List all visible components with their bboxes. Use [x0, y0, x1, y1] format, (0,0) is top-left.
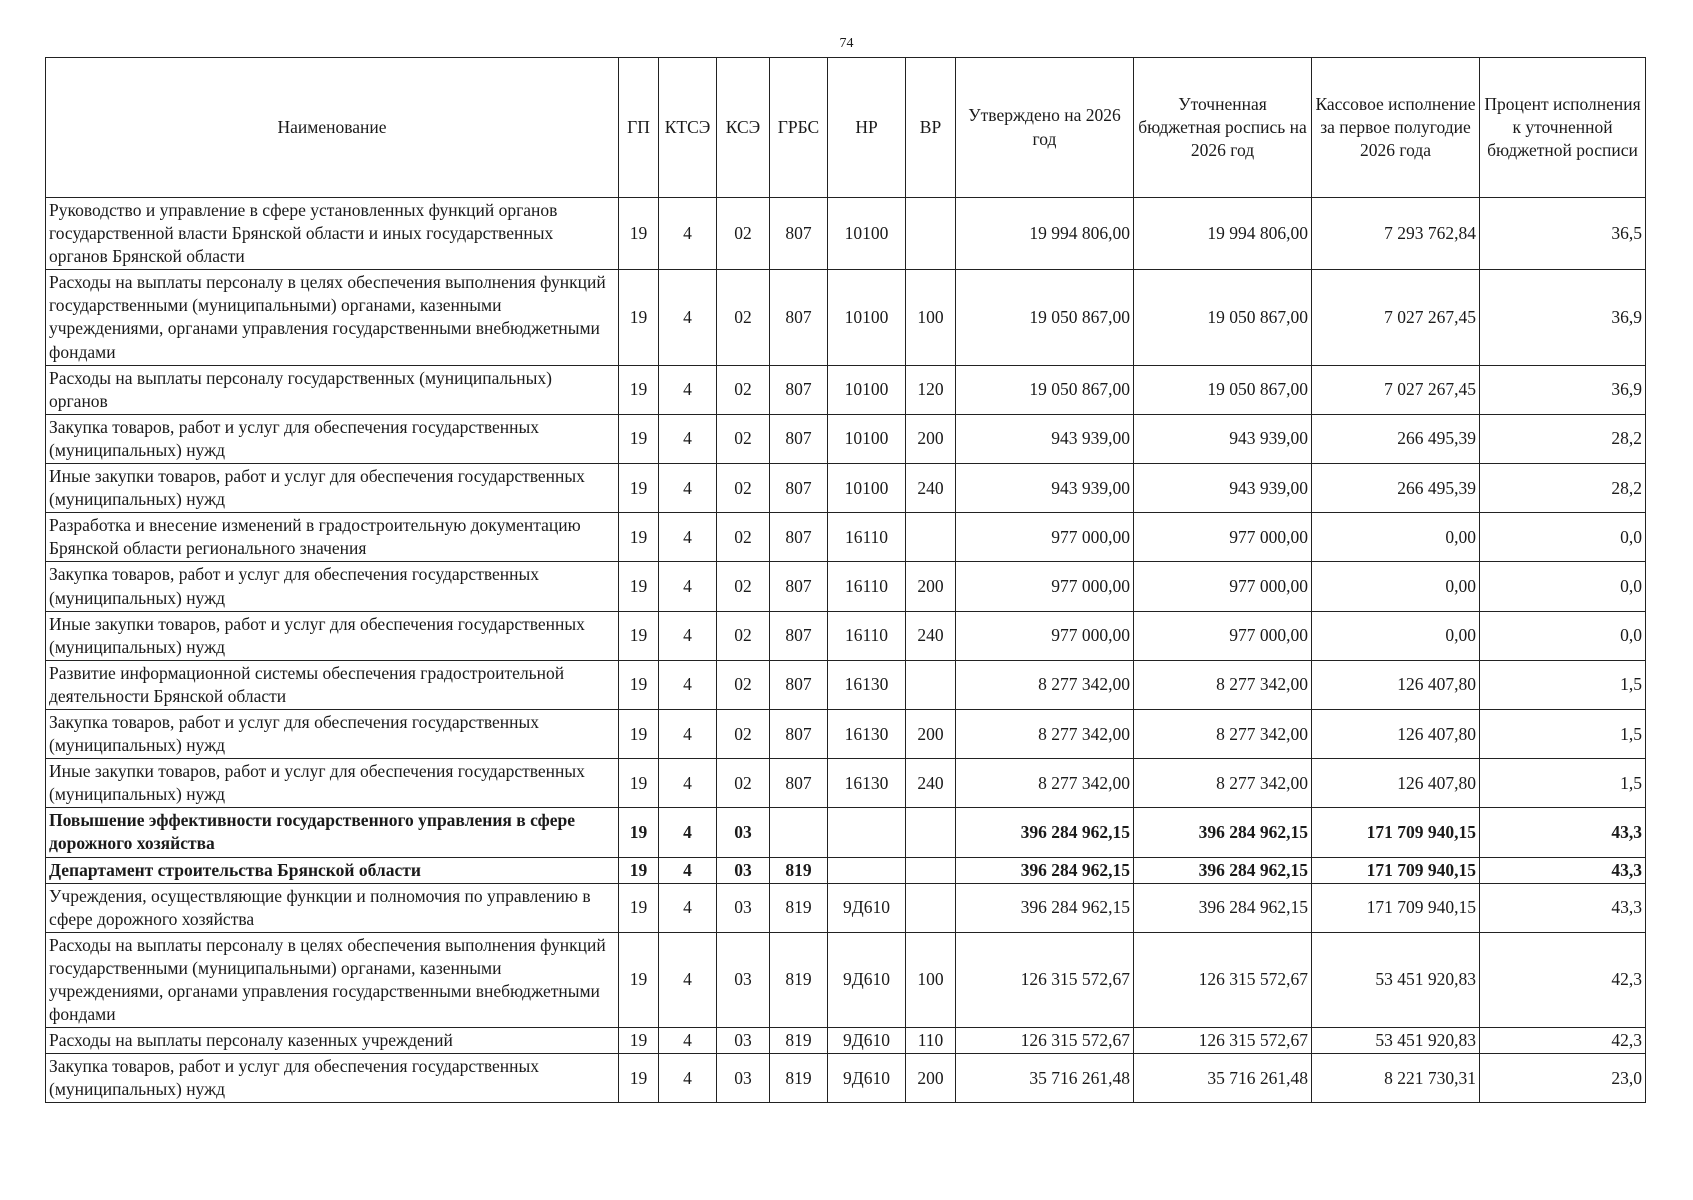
- cell-vr: [906, 198, 956, 270]
- cell-grbs: 807: [770, 562, 828, 611]
- cell-ktse: 4: [659, 270, 717, 365]
- cell-gp: 19: [619, 857, 659, 883]
- cell-name: Разработка и внесение изменений в градостроительную документацию Брянской области регионального значения: [46, 513, 619, 562]
- cell-percent: 43,3: [1480, 883, 1646, 932]
- cell-refined: 396 284 962,15: [1134, 808, 1312, 857]
- cell-nr: 10100: [828, 365, 906, 414]
- cell-ktse: 4: [659, 932, 717, 1027]
- cell-refined: 943 939,00: [1134, 464, 1312, 513]
- cell-cash: 126 407,80: [1312, 709, 1480, 758]
- cell-grbs: 807: [770, 611, 828, 660]
- cell-cash: 53 451 920,83: [1312, 1028, 1480, 1054]
- cell-refined: 977 000,00: [1134, 611, 1312, 660]
- table-row: [46, 414, 1646, 463]
- cell-ktse: 4: [659, 562, 717, 611]
- cell-nr: 10100: [828, 464, 906, 513]
- cell-percent: 0,0: [1480, 562, 1646, 611]
- cell-cash: 7 027 267,45: [1312, 365, 1480, 414]
- cell-vr: 200: [906, 562, 956, 611]
- cell-ktse: 4: [659, 513, 717, 562]
- table-row: [46, 759, 1646, 808]
- cell-vr: 120: [906, 365, 956, 414]
- cell-refined: 8 277 342,00: [1134, 759, 1312, 808]
- cell-approved: 19 994 806,00: [956, 198, 1134, 270]
- cell-approved: 8 277 342,00: [956, 709, 1134, 758]
- cell-ktse: 4: [659, 857, 717, 883]
- cell-grbs: 819: [770, 932, 828, 1027]
- cell-name: Закупка товаров, работ и услуг для обеспечения государственных (муниципальных) нужд: [46, 709, 619, 758]
- cell-refined: 943 939,00: [1134, 414, 1312, 463]
- cell-approved: 126 315 572,67: [956, 1028, 1134, 1054]
- cell-nr: 9Д610: [828, 932, 906, 1027]
- cell-approved: 19 050 867,00: [956, 365, 1134, 414]
- cell-percent: 42,3: [1480, 932, 1646, 1027]
- cell-gp: 19: [619, 464, 659, 513]
- cell-refined: 19 050 867,00: [1134, 270, 1312, 365]
- cell-cash: 0,00: [1312, 513, 1480, 562]
- cell-grbs: 807: [770, 365, 828, 414]
- cell-gp: 19: [619, 883, 659, 932]
- cell-gp: 19: [619, 709, 659, 758]
- budget-table: [45, 57, 1646, 1103]
- cell-grbs: 807: [770, 513, 828, 562]
- cell-refined: 126 315 572,67: [1134, 1028, 1312, 1054]
- header-row: [46, 58, 1646, 198]
- header-vr: ВР: [906, 58, 956, 198]
- cell-refined: 19 994 806,00: [1134, 198, 1312, 270]
- cell-gp: 19: [619, 562, 659, 611]
- cell-vr: 110: [906, 1028, 956, 1054]
- cell-gp: 19: [619, 660, 659, 709]
- cell-name: Закупка товаров, работ и услуг для обеспечения государственных (муниципальных) нужд: [46, 562, 619, 611]
- page-number: 74: [839, 36, 854, 51]
- cell-kse: 03: [717, 1054, 770, 1103]
- cell-kse: 03: [717, 857, 770, 883]
- header-grbs: ГРБС: [770, 58, 828, 198]
- table-row: [46, 562, 1646, 611]
- cell-percent: 28,2: [1480, 414, 1646, 463]
- cell-name: Расходы на выплаты персоналу в целях обеспечения выполнения функций государственными (муниципальными) органами, казенными учреждениями, органами управления государственными внебюджетными фондами: [46, 932, 619, 1027]
- cell-grbs: 819: [770, 1054, 828, 1103]
- cell-name: Иные закупки товаров, работ и услуг для обеспечения государственных (муниципальных) нужд: [46, 611, 619, 660]
- cell-percent: 1,5: [1480, 759, 1646, 808]
- cell-approved: 943 939,00: [956, 464, 1134, 513]
- cell-vr: [906, 883, 956, 932]
- cell-ktse: 4: [659, 709, 717, 758]
- cell-gp: 19: [619, 1054, 659, 1103]
- header-cash: Кассовое исполнение за первое полугодие 2026 года: [1312, 58, 1480, 198]
- cell-percent: 28,2: [1480, 464, 1646, 513]
- cell-name: Руководство и управление в сфере установленных функций органов государственной власти Брянской области и иных государственных органов Брянской области: [46, 198, 619, 270]
- cell-name: Расходы на выплаты персоналу в целях обеспечения выполнения функций государственными (муниципальными) органами, казенными учреждениями, органами управления государственными внебюджетными фондами: [46, 270, 619, 365]
- table-row: [46, 660, 1646, 709]
- cell-kse: 02: [717, 660, 770, 709]
- cell-percent: 36,9: [1480, 270, 1646, 365]
- header-gp: ГП: [619, 58, 659, 198]
- cell-approved: 977 000,00: [956, 562, 1134, 611]
- cell-kse: 02: [717, 611, 770, 660]
- cell-kse: 03: [717, 883, 770, 932]
- cell-grbs: [770, 808, 828, 857]
- cell-ktse: 4: [659, 660, 717, 709]
- cell-name: Иные закупки товаров, работ и услуг для обеспечения государственных (муниципальных) нужд: [46, 759, 619, 808]
- header-refined: Уточненная бюджетная роспись на 2026 год: [1134, 58, 1312, 198]
- cell-cash: 126 407,80: [1312, 759, 1480, 808]
- cell-vr: [906, 808, 956, 857]
- cell-nr: 9Д610: [828, 1028, 906, 1054]
- table-row: [46, 513, 1646, 562]
- cell-nr: 16110: [828, 562, 906, 611]
- table-row: [46, 365, 1646, 414]
- cell-refined: 126 315 572,67: [1134, 932, 1312, 1027]
- cell-ktse: 4: [659, 365, 717, 414]
- cell-kse: 03: [717, 932, 770, 1027]
- cell-name: Иные закупки товаров, работ и услуг для обеспечения государственных (муниципальных) нужд: [46, 464, 619, 513]
- cell-nr: 9Д610: [828, 883, 906, 932]
- cell-cash: 266 495,39: [1312, 414, 1480, 463]
- cell-kse: 02: [717, 414, 770, 463]
- cell-ktse: 4: [659, 1054, 717, 1103]
- cell-cash: 171 709 940,15: [1312, 857, 1480, 883]
- cell-ktse: 4: [659, 464, 717, 513]
- cell-approved: 396 284 962,15: [956, 808, 1134, 857]
- cell-approved: 19 050 867,00: [956, 270, 1134, 365]
- cell-name: Департамент строительства Брянской области: [46, 857, 619, 883]
- cell-grbs: 807: [770, 464, 828, 513]
- cell-vr: [906, 660, 956, 709]
- cell-nr: [828, 857, 906, 883]
- cell-nr: 16130: [828, 660, 906, 709]
- table-body: [46, 198, 1646, 1103]
- cell-gp: 19: [619, 611, 659, 660]
- cell-vr: 240: [906, 759, 956, 808]
- cell-vr: 100: [906, 270, 956, 365]
- cell-percent: 0,0: [1480, 611, 1646, 660]
- cell-name: Повышение эффективности государственного управления в сфере дорожного хозяйства: [46, 808, 619, 857]
- cell-gp: 19: [619, 808, 659, 857]
- cell-grbs: 819: [770, 1028, 828, 1054]
- cell-percent: 0,0: [1480, 513, 1646, 562]
- cell-cash: 171 709 940,15: [1312, 808, 1480, 857]
- table-row: [46, 857, 1646, 883]
- cell-vr: 200: [906, 1054, 956, 1103]
- cell-kse: 02: [717, 709, 770, 758]
- cell-name: Расходы на выплаты персоналу государственных (муниципальных) органов: [46, 365, 619, 414]
- cell-cash: 7 293 762,84: [1312, 198, 1480, 270]
- cell-grbs: 807: [770, 270, 828, 365]
- cell-percent: 42,3: [1480, 1028, 1646, 1054]
- cell-percent: 36,9: [1480, 365, 1646, 414]
- cell-approved: 126 315 572,67: [956, 932, 1134, 1027]
- cell-kse: 02: [717, 365, 770, 414]
- cell-ktse: 4: [659, 611, 717, 660]
- cell-refined: 396 284 962,15: [1134, 857, 1312, 883]
- cell-grbs: 807: [770, 759, 828, 808]
- header-percent: Процент исполнения к уточненной бюджетной росписи: [1480, 58, 1646, 198]
- cell-percent: 1,5: [1480, 709, 1646, 758]
- cell-approved: 396 284 962,15: [956, 857, 1134, 883]
- cell-nr: [828, 808, 906, 857]
- cell-kse: 02: [717, 464, 770, 513]
- cell-vr: 200: [906, 414, 956, 463]
- table-row: [46, 883, 1646, 932]
- cell-cash: 53 451 920,83: [1312, 932, 1480, 1027]
- cell-percent: 43,3: [1480, 808, 1646, 857]
- header-kse: КСЭ: [717, 58, 770, 198]
- table-row: [46, 270, 1646, 365]
- cell-nr: 9Д610: [828, 1054, 906, 1103]
- cell-approved: 977 000,00: [956, 513, 1134, 562]
- cell-ktse: 4: [659, 759, 717, 808]
- cell-approved: 8 277 342,00: [956, 759, 1134, 808]
- cell-gp: 19: [619, 414, 659, 463]
- cell-gp: 19: [619, 198, 659, 270]
- cell-vr: 100: [906, 932, 956, 1027]
- cell-refined: 396 284 962,15: [1134, 883, 1312, 932]
- cell-refined: 8 277 342,00: [1134, 660, 1312, 709]
- table-row: [46, 1054, 1646, 1103]
- cell-kse: 02: [717, 759, 770, 808]
- cell-nr: 16130: [828, 759, 906, 808]
- cell-refined: 977 000,00: [1134, 562, 1312, 611]
- cell-cash: 171 709 940,15: [1312, 883, 1480, 932]
- cell-approved: 943 939,00: [956, 414, 1134, 463]
- cell-approved: 396 284 962,15: [956, 883, 1134, 932]
- table-row: [46, 808, 1646, 857]
- cell-vr: [906, 857, 956, 883]
- cell-name: Закупка товаров, работ и услуг для обеспечения государственных (муниципальных) нужд: [46, 1054, 619, 1103]
- table-row: [46, 464, 1646, 513]
- cell-kse: 02: [717, 562, 770, 611]
- cell-grbs: 819: [770, 857, 828, 883]
- table-row: [46, 611, 1646, 660]
- cell-gp: 19: [619, 270, 659, 365]
- cell-vr: 200: [906, 709, 956, 758]
- cell-percent: 23,0: [1480, 1054, 1646, 1103]
- cell-ktse: 4: [659, 198, 717, 270]
- cell-percent: 1,5: [1480, 660, 1646, 709]
- cell-cash: 0,00: [1312, 562, 1480, 611]
- cell-cash: 8 221 730,31: [1312, 1054, 1480, 1103]
- cell-approved: 35 716 261,48: [956, 1054, 1134, 1103]
- cell-name: Закупка товаров, работ и услуг для обеспечения государственных (муниципальных) нужд: [46, 414, 619, 463]
- cell-gp: 19: [619, 513, 659, 562]
- cell-nr: 10100: [828, 270, 906, 365]
- header-nr: НР: [828, 58, 906, 198]
- cell-cash: 0,00: [1312, 611, 1480, 660]
- cell-vr: 240: [906, 611, 956, 660]
- table-row: [46, 1028, 1646, 1054]
- cell-cash: 7 027 267,45: [1312, 270, 1480, 365]
- cell-nr: 10100: [828, 414, 906, 463]
- cell-approved: 8 277 342,00: [956, 660, 1134, 709]
- cell-nr: 16110: [828, 611, 906, 660]
- header-approved: Утверждено на 2026 год: [956, 58, 1134, 198]
- cell-gp: 19: [619, 1028, 659, 1054]
- header-ktse: КТСЭ: [659, 58, 717, 198]
- header-name: Наименование: [46, 58, 619, 198]
- cell-ktse: 4: [659, 1028, 717, 1054]
- cell-grbs: 807: [770, 198, 828, 270]
- cell-grbs: 819: [770, 883, 828, 932]
- cell-kse: 03: [717, 1028, 770, 1054]
- cell-kse: 02: [717, 513, 770, 562]
- cell-grbs: 807: [770, 709, 828, 758]
- cell-kse: 02: [717, 270, 770, 365]
- cell-grbs: 807: [770, 414, 828, 463]
- table-row: [46, 198, 1646, 270]
- cell-nr: 16110: [828, 513, 906, 562]
- table-row: [46, 709, 1646, 758]
- cell-ktse: 4: [659, 808, 717, 857]
- cell-name: Развитие информационной системы обеспечения градостроительной деятельности Брянской области: [46, 660, 619, 709]
- cell-nr: 10100: [828, 198, 906, 270]
- cell-refined: 19 050 867,00: [1134, 365, 1312, 414]
- cell-grbs: 807: [770, 660, 828, 709]
- cell-gp: 19: [619, 932, 659, 1027]
- cell-cash: 126 407,80: [1312, 660, 1480, 709]
- cell-name: Учреждения, осуществляющие функции и полномочия по управлению в сфере дорожного хозяйства: [46, 883, 619, 932]
- cell-ktse: 4: [659, 414, 717, 463]
- cell-vr: [906, 513, 956, 562]
- cell-refined: 35 716 261,48: [1134, 1054, 1312, 1103]
- cell-cash: 266 495,39: [1312, 464, 1480, 513]
- cell-percent: 36,5: [1480, 198, 1646, 270]
- cell-refined: 8 277 342,00: [1134, 709, 1312, 758]
- cell-gp: 19: [619, 365, 659, 414]
- cell-kse: 03: [717, 808, 770, 857]
- cell-vr: 240: [906, 464, 956, 513]
- cell-percent: 43,3: [1480, 857, 1646, 883]
- table-row: [46, 932, 1646, 1027]
- cell-nr: 16130: [828, 709, 906, 758]
- cell-approved: 977 000,00: [956, 611, 1134, 660]
- cell-name: Расходы на выплаты персоналу казенных учреждений: [46, 1028, 619, 1054]
- cell-gp: 19: [619, 759, 659, 808]
- cell-kse: 02: [717, 198, 770, 270]
- cell-refined: 977 000,00: [1134, 513, 1312, 562]
- cell-ktse: 4: [659, 883, 717, 932]
